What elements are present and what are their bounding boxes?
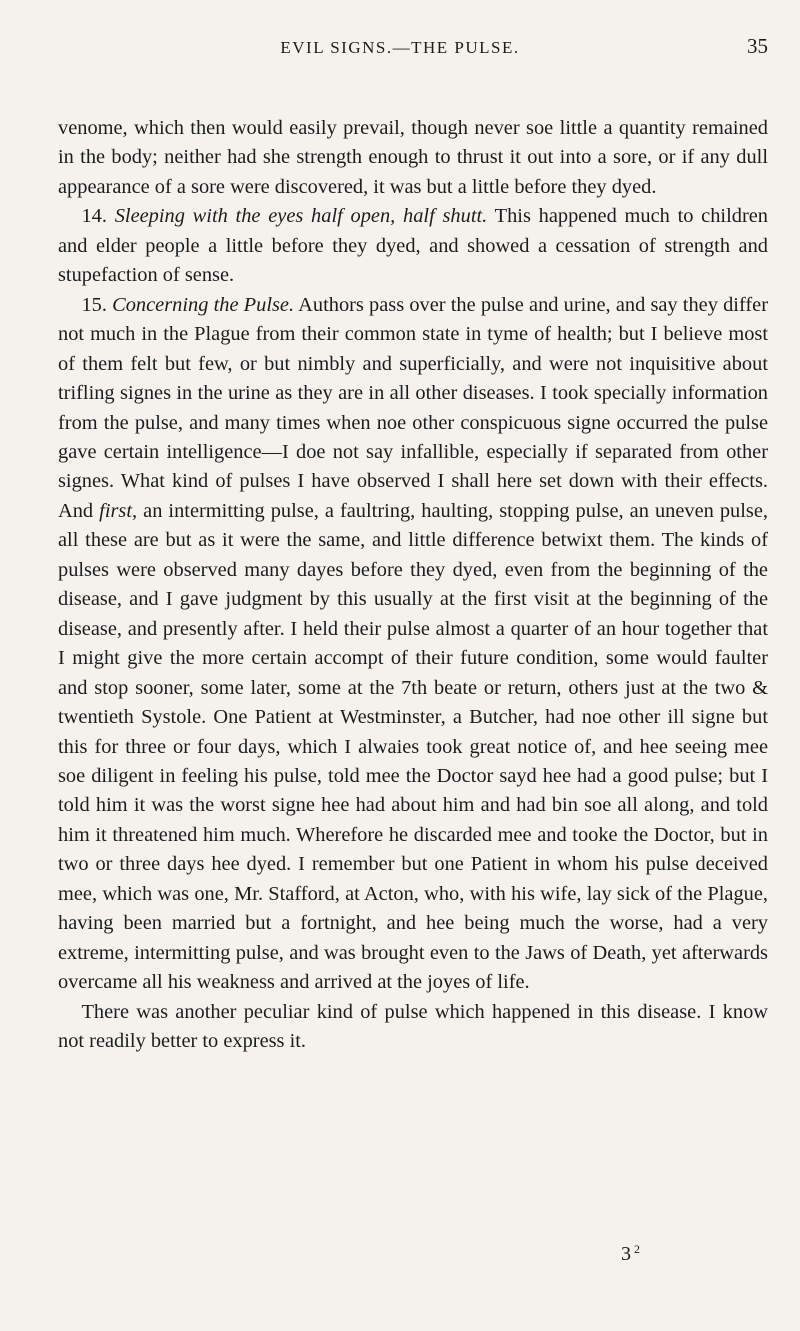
running-head [0, 24, 800, 64]
emphasis-first: first, [99, 499, 138, 522]
section-text: Authors pass over the pulse and urine, and say they differ not much in the Plague from their common state in tyme of health; but I believe most of them felt but few, or but nimbly and superficially, and were not inquisitive about trifling signes in the urine as they are in all other diseases. I took specially information from the pulse, and many times when noe other conspicuous signe occurred the pulse gave certain intelligence—I doe not say infallible, especially if separated from other signes. What kind of pulses I have observed I shall here set down with their effects. And [58, 293, 768, 522]
signature-mark: $3^2$ [621, 1242, 640, 1265]
paragraph-continuation: venome, which then would easily prevail, though never soe little a quantity remained in the body; neither had she strength enough to thrust it out into a sore, or if any dull appearance of a sore were discovered, it was but a little before they dyed. [58, 117, 768, 198]
signature-superscript: 2 [634, 1242, 640, 1256]
section-number: 14. [81, 205, 107, 228]
paragraph-pulse [58, 291, 768, 998]
section-text: This happened much to children and elder people a little before they dyed, and showed a cessation of strength and stupefaction of sense. [58, 205, 768, 287]
section-heading: Concerning the Pulse. [112, 293, 295, 316]
paragraph-sleeping [58, 202, 768, 290]
body-text [58, 114, 768, 1057]
section-heading: Sleeping with the eyes half open, half shutt. [114, 205, 488, 228]
section-number: 15. [81, 293, 107, 316]
section-text-continued: an intermitting pulse, a faultring, haulting, stopping pulse, an uneven pulse, all these are but as it were the same, and little difference betwixt them. The kinds of pulses were observed many dayes before they dyed, even from the beginning of the disease, and I gave judgment by this usually at the first visit at the beginning of the disease, and presently after. I held their pulse almost a quarter of an hour together that I might give the more certain accompt of their future condition, some would faulter and stop sooner, some later, some at the 7th beate or return, others just at the two & twentieth Systole. One Patient at Westminster, a Butcher, had noe other ill signe but this for three or four days, which I alwaies took great notice of, and hee seeing mee soe diligent in feeling his pulse, told mee the Doctor sayd hee had a good pulse; but I told him it was the worst signe hee had about him and had bin soe all along, and told him it threatened him much. Wherefore he discarded mee and tooke the Doctor, but in two or three days hee dyed. I remember but one Patient in whom his pulse deceived mee, which was one, Mr. Stafford, at Acton, who, with his wife, lay sick of the Plague, having been married but a fortnight, and hee being much the worse, had a very extreme, intermitting pulse, and was brought even to the Jaws of Death, yet afterwards overcame all his weakness and arrived at the joyes of life. [58, 499, 768, 994]
running-title: EVIL SIGNS.—THE PULSE. [280, 38, 520, 57]
paragraph-peculiar-pulse: There was another peculiar kind of pulse which happened in this disease. I know not readily better to express it. [58, 1000, 768, 1053]
page-number: 35 [747, 34, 768, 58]
